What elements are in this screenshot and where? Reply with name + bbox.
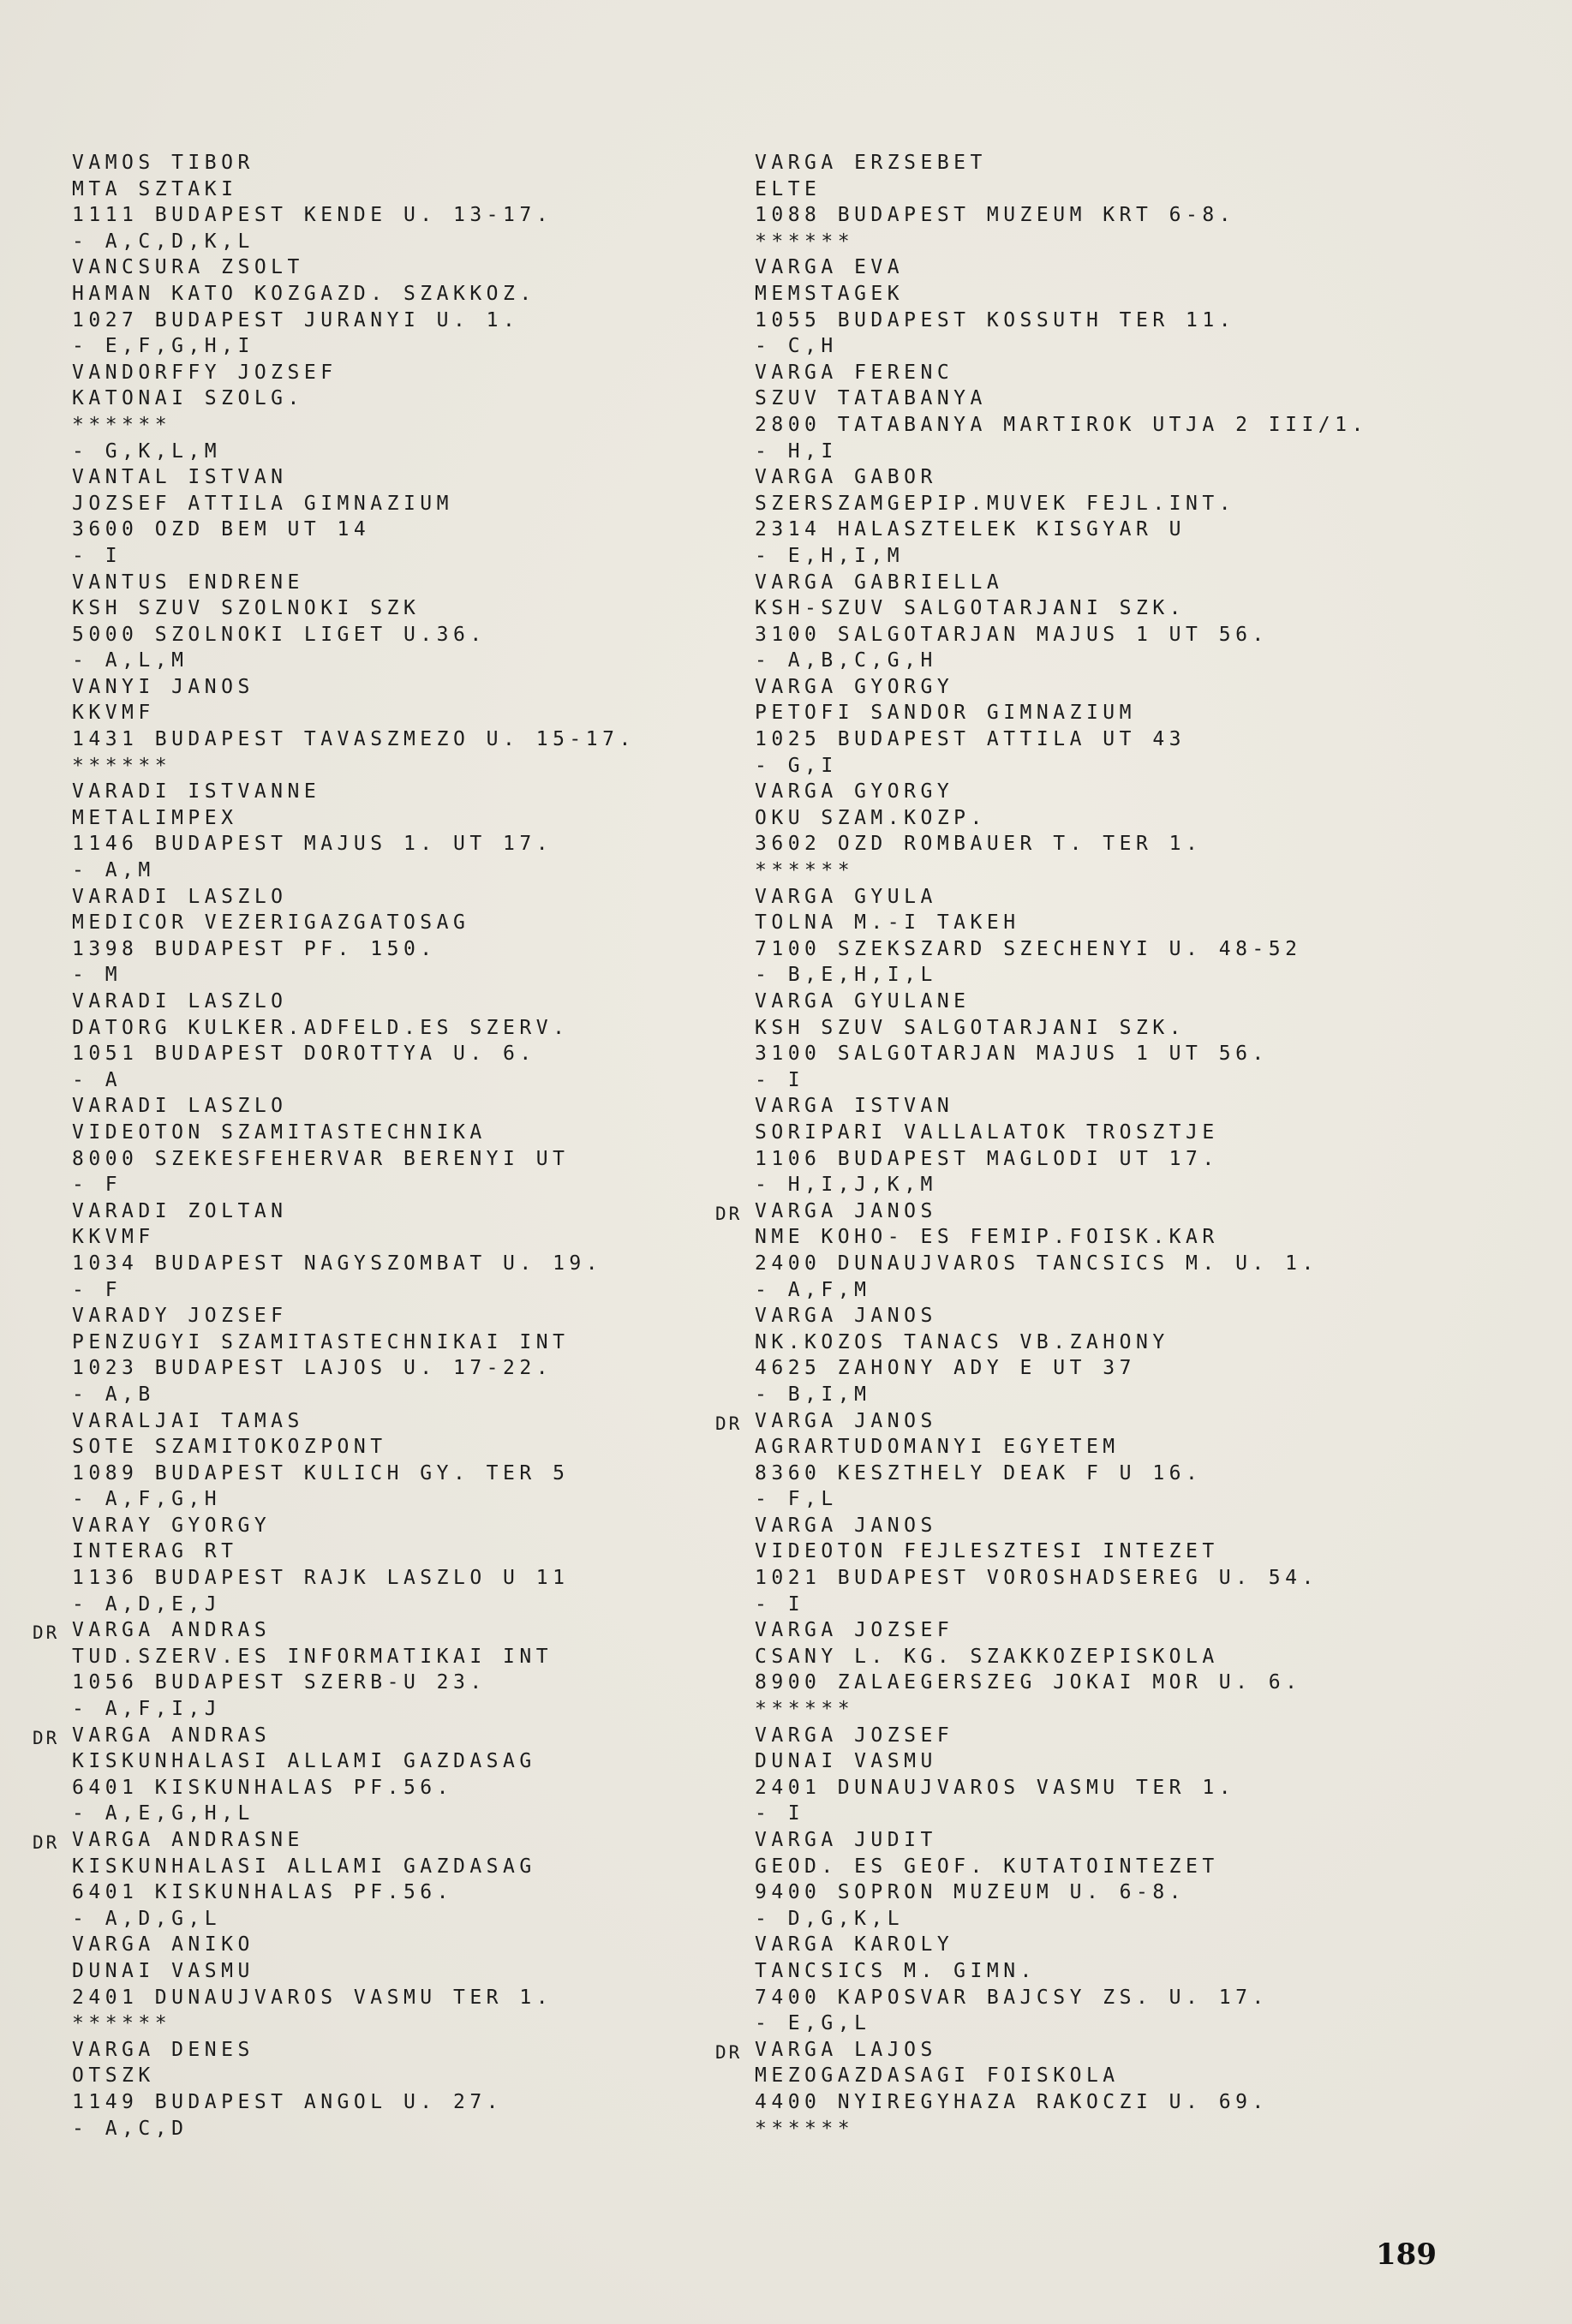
entry-codes: - A,L,M <box>72 649 188 672</box>
directory-entry <box>33 360 735 464</box>
entry-name: VARGA LAJOS <box>755 2038 937 2061</box>
entry-address: 8000 SZEKESFEHERVAR BERENYI UT <box>72 1147 570 1170</box>
entry-organization: KSH SZUV SZOLNOKI SZK <box>72 597 421 620</box>
directory-entry <box>715 254 1435 359</box>
directory-entry <box>33 1093 735 1198</box>
entry-address: 1089 BUDAPEST KULICH GY. TER 5 <box>72 1461 570 1485</box>
entry-organization: MEMSTAGEK <box>755 282 905 305</box>
entry-name: VANYI JANOS <box>72 675 254 698</box>
directory-entry <box>715 464 1435 569</box>
directory-entry <box>33 570 735 674</box>
entry-codes: - A,F,G,H <box>72 1488 222 1511</box>
title-prefix: DR <box>715 1413 743 1434</box>
entry-name: VARGA GYORGY <box>755 780 954 804</box>
entry-name: VARGA ISTVAN <box>755 1095 954 1118</box>
entry-codes: - A,C,D <box>72 2117 188 2140</box>
entry-codes: - A,F,M <box>755 1278 871 1301</box>
entry-address: 9400 SOPRON MUZEUM U. 6-8. <box>755 1881 1186 1904</box>
entry-address: 1025 BUDAPEST ATTILA UT 43 <box>755 728 1186 751</box>
entry-name: VARGA JANOS <box>755 1199 937 1222</box>
entry-organization: SOTE SZAMITOKOZPONT <box>72 1436 387 1459</box>
entry-name: VARALJAI TAMAS <box>72 1409 304 1432</box>
entry-organization: SZERSZAMGEPIP.MUVEK FEJL.INT. <box>755 492 1236 515</box>
entry-name: VARGA GYULANE <box>755 990 971 1013</box>
entry-organization: CSANY L. KG. SZAKKOZEPISKOLA <box>755 1645 1219 1668</box>
entry-codes: - A,E,G,H,L <box>72 1802 254 1825</box>
entry-name: VAMOS TIBOR <box>72 152 254 174</box>
entry-name: VARAY GYORGY <box>72 1514 272 1537</box>
entry-address: 7100 SZEKSZARD SZECHENYI U. 48-52 <box>755 937 1302 960</box>
entry-codes: ****** <box>72 754 172 777</box>
entry-address: 1023 BUDAPEST LAJOS U. 17-22. <box>72 1357 553 1380</box>
directory-entry <box>715 150 1435 254</box>
directory-entry <box>715 2037 1435 2142</box>
entry-name: VARGA EVA <box>755 256 905 279</box>
entry-organization: NME KOHO- ES FEMIP.FOISK.KAR <box>755 1226 1219 1249</box>
entry-address: 1398 BUDAPEST PF. 150. <box>72 937 437 960</box>
entry-name: VARADI LASZLO <box>72 885 288 908</box>
entry-address: 1106 BUDAPEST MAGLODI UT 17. <box>755 1147 1219 1170</box>
title-prefix: DR <box>33 1622 60 1644</box>
entry-name: VARGA GABRIELLA <box>755 571 1004 594</box>
entry-organization: MEDICOR VEZERIGAZGATOSAG <box>72 911 470 935</box>
entry-name: VARGA GYULA <box>755 885 937 908</box>
directory-entry <box>33 2037 735 2142</box>
directory-entry <box>33 779 735 883</box>
entry-organization: DUNAI VASMU <box>755 1750 937 1773</box>
directory-entry <box>33 1827 735 1932</box>
entry-address: 1136 BUDAPEST RAJK LASZLO U 11 <box>72 1567 570 1590</box>
directory-entry <box>715 1408 1435 1513</box>
entry-name: VARADI LASZLO <box>72 990 288 1013</box>
directory-entry <box>715 1198 1435 1303</box>
directory-entry <box>715 360 1435 464</box>
entry-codes: - I <box>72 544 123 567</box>
entry-codes: ****** <box>755 1698 855 1721</box>
entry-codes: - I <box>755 1068 805 1091</box>
entry-address: 4625 ZAHONY ADY E UT 37 <box>755 1357 1136 1380</box>
directory-entry <box>715 1932 1435 2036</box>
entry-name: VARGA ANDRAS <box>72 1619 272 1642</box>
entry-address: 1149 BUDAPEST ANGOL U. 27. <box>72 2090 504 2113</box>
entry-name: VARGA ANIKO <box>72 1933 254 1957</box>
directory-entry <box>715 989 1435 1093</box>
entry-codes: ****** <box>755 230 855 253</box>
entry-codes: - A,M <box>72 859 155 882</box>
entry-codes: - A,D,G,L <box>72 1907 222 1930</box>
directory-entry <box>33 1723 735 1827</box>
title-prefix: DR <box>33 1727 60 1748</box>
entry-organization: SZUV TATABANYA <box>755 387 987 410</box>
entry-address: 2400 DUNAUJVAROS TANCSICS M. U. 1. <box>755 1252 1318 1275</box>
entry-address: 1055 BUDAPEST KOSSUTH TER 11. <box>755 308 1236 332</box>
directory-entry <box>33 1932 735 2036</box>
entry-address: 6401 KISKUNHALAS PF.56. <box>72 1881 453 1904</box>
entry-codes: - B,E,H,I,L <box>755 964 937 987</box>
entry-codes: - I <box>755 1802 805 1825</box>
entry-codes: - H,I <box>755 439 838 463</box>
entry-organization: DATORG KULKER.ADFELD.ES SZERV. <box>72 1016 570 1039</box>
entry-organization: GEOD. ES GEOF. KUTATOINTEZET <box>755 1855 1219 1878</box>
entry-codes: - B,I,M <box>755 1383 871 1406</box>
entry-address: 1051 BUDAPEST DOROTTYA U. 6. <box>72 1043 536 1066</box>
entry-codes: - A,B <box>72 1383 155 1406</box>
page-number: 189 <box>1376 2237 1437 2272</box>
entry-codes: - E,G,L <box>755 2012 871 2035</box>
entry-address: 1431 BUDAPEST TAVASZMEZO U. 15-17. <box>72 728 636 751</box>
entry-organization: OTSZK <box>72 2064 155 2088</box>
entry-codes: - A,C,D,K,L <box>72 230 254 253</box>
entry-codes: - F,L <box>755 1488 838 1511</box>
entry-name: VARGA JANOS <box>755 1409 937 1432</box>
entry-address: 1088 BUDAPEST MUZEUM KRT 6-8. <box>755 204 1236 227</box>
directory-entry <box>715 779 1435 883</box>
entry-codes: - C,H <box>755 335 838 358</box>
entry-codes: ****** <box>755 2117 855 2140</box>
entry-address: 8360 KESZTHELY DEAK F U 16. <box>755 1461 1203 1485</box>
entry-name: VARGA ANDRAS <box>72 1724 272 1747</box>
entry-codes: - D,G,K,L <box>755 1907 905 1930</box>
entry-organization: PETOFI SANDOR GIMNAZIUM <box>755 702 1136 725</box>
entry-codes: ****** <box>72 2012 172 2035</box>
directory-entry <box>33 989 735 1093</box>
title-prefix: DR <box>715 2041 743 2063</box>
directory-entry <box>33 884 735 989</box>
directory-entry <box>715 1617 1435 1722</box>
entry-organization: KISKUNHALASI ALLAMI GAZDASAG <box>72 1855 536 1878</box>
entry-name: VARADY JOZSEF <box>72 1305 288 1328</box>
entry-address: 2401 DUNAUJVAROS VASMU TER 1. <box>755 1776 1236 1799</box>
entry-name: VARADI ISTVANNE <box>72 780 321 804</box>
entry-organization: KSH SZUV SALGOTARJANI SZK. <box>755 1016 1186 1039</box>
entry-address: 2401 DUNAUJVAROS VASMU TER 1. <box>72 1986 553 2009</box>
entry-organization: OKU SZAM.KOZP. <box>755 806 987 829</box>
entry-name: VARGA FERENC <box>755 361 954 384</box>
entry-codes: - H,I,J,K,M <box>755 1174 937 1197</box>
entry-address: 3600 OZD BEM UT 14 <box>72 518 371 541</box>
directory-entry <box>33 254 735 359</box>
entry-organization: TOLNA M.-I TAKEH <box>755 911 1020 935</box>
entry-codes: - A,B,C,G,H <box>755 649 937 672</box>
entry-name: VARGA JANOS <box>755 1305 937 1328</box>
entry-name: VANDORFFY JOZSEF <box>72 361 338 384</box>
entry-name: VARADI LASZLO <box>72 1095 288 1118</box>
entry-organization: VIDEOTON FEJLESZTESI INTEZET <box>755 1540 1219 1563</box>
entry-organization: SORIPARI VALLALATOK TROSZTJE <box>755 1120 1219 1144</box>
entry-name: VARGA DENES <box>72 2038 254 2061</box>
entry-codes: - M <box>72 964 123 987</box>
entry-address: 1027 BUDAPEST JURANYI U. 1. <box>72 308 520 332</box>
entry-organization: TUD.SZERV.ES INFORMATIKAI INT <box>72 1645 553 1668</box>
directory-entry <box>33 1513 735 1617</box>
directory-entry <box>33 1617 735 1722</box>
entry-organization: KKVMF <box>72 702 155 725</box>
right-column <box>715 150 1435 2142</box>
entry-address: 1021 BUDAPEST VOROSHADSEREG U. 54. <box>755 1567 1318 1590</box>
entry-codes: - F <box>72 1278 123 1301</box>
directory-entry <box>33 1303 735 1407</box>
entry-organization: AGRARTUDOMANYI EGYETEM <box>755 1436 1120 1459</box>
directory-entry <box>715 1093 1435 1198</box>
entry-address: 1056 BUDAPEST SZERB-U 23. <box>72 1671 487 1694</box>
entry-codes: - I <box>755 1592 805 1616</box>
entry-organization: INTERAG RT <box>72 1540 238 1563</box>
entry-organization: KATONAI SZOLG. <box>72 387 304 410</box>
entry-organization: DUNAI VASMU <box>72 1959 254 1982</box>
directory-entry <box>33 1198 735 1303</box>
entry-name: VARADI ZOLTAN <box>72 1199 288 1222</box>
entry-address: 3602 OZD ROMBAUER T. TER 1. <box>755 833 1203 856</box>
entry-organization: VIDEOTON SZAMITASTECHNIKA <box>72 1120 487 1144</box>
directory-entry <box>33 150 735 254</box>
entry-address: 6401 KISKUNHALAS PF.56. <box>72 1776 453 1799</box>
entry-organization: TANCSICS M. GIMN. <box>755 1959 1037 1982</box>
left-column <box>33 150 735 2142</box>
entry-codes: - E,H,I,M <box>755 544 905 567</box>
entry-address: 1111 BUDAPEST KENDE U. 13-17. <box>72 204 553 227</box>
entry-name: VARGA GABOR <box>755 466 937 489</box>
entry-name: VARGA ANDRASNE <box>72 1829 304 1851</box>
entry-organization: MEZOGAZDASAGI FOISKOLA <box>755 2064 1120 2088</box>
directory-entry <box>715 1827 1435 1932</box>
entry-name: VARGA ERZSEBET <box>755 152 987 174</box>
entry-name: VARGA JOZSEF <box>755 1619 954 1642</box>
title-prefix: DR <box>33 1832 60 1853</box>
entry-name: VANTUS ENDRENE <box>72 571 304 594</box>
entry-name: VANCSURA ZSOLT <box>72 256 304 279</box>
entry-codes: - G,I <box>755 754 838 777</box>
entry-organization: JOZSEF ATTILA GIMNAZIUM <box>72 492 453 515</box>
entry-organization: PENZUGYI SZAMITASTECHNIKAI INT <box>72 1330 570 1353</box>
entry-address: 3100 SALGOTARJAN MAJUS 1 UT 56. <box>755 1043 1269 1066</box>
entry-name: VANTAL ISTVAN <box>72 466 288 489</box>
entry-organization: METALIMPEX <box>72 806 238 829</box>
directory-entry <box>715 1513 1435 1617</box>
entry-organization: KSH-SZUV SALGOTARJANI SZK. <box>755 597 1186 620</box>
entry-organization: KKVMF <box>72 1226 155 1249</box>
entry-name: VARGA JOZSEF <box>755 1724 954 1747</box>
entry-organization: ELTE <box>755 177 822 200</box>
entry-organization: HAMAN KATO KOZGAZD. SZAKKOZ. <box>72 282 536 305</box>
directory-entry <box>33 674 735 779</box>
directory-entry <box>33 464 735 569</box>
entry-codes: - A,D,E,J <box>72 1592 222 1616</box>
entry-codes: - A <box>72 1068 123 1091</box>
entry-address: ****** <box>72 413 172 436</box>
entry-name: VARGA KAROLY <box>755 1933 954 1957</box>
entry-address: 8900 ZALAEGERSZEG JOKAI MOR U. 6. <box>755 1671 1302 1694</box>
directory-entry <box>715 884 1435 989</box>
entry-address: 1146 BUDAPEST MAJUS 1. UT 17. <box>72 833 553 856</box>
directory-entry <box>33 1408 735 1513</box>
directory-entry <box>715 674 1435 779</box>
entry-name: VARGA GYORGY <box>755 675 954 698</box>
entry-name: VARGA JUDIT <box>755 1829 937 1851</box>
entry-codes: ****** <box>755 859 855 882</box>
directory-entry <box>715 570 1435 674</box>
entry-address: 3100 SALGOTARJAN MAJUS 1 UT 56. <box>755 623 1269 646</box>
entry-address: 7400 KAPOSVAR BAJCSY ZS. U. 17. <box>755 1986 1269 2009</box>
entry-organization: MTA SZTAKI <box>72 177 238 200</box>
entry-name: VARGA JANOS <box>755 1514 937 1537</box>
entry-codes: - G,K,L,M <box>72 439 222 463</box>
entry-organization: NK.KOZOS TANACS VB.ZAHONY <box>755 1330 1169 1353</box>
entry-codes: - F <box>72 1174 123 1197</box>
entry-address: 4400 NYIREGYHAZA RAKOCZI U. 69. <box>755 2090 1269 2113</box>
entry-codes: - A,F,I,J <box>72 1698 222 1721</box>
title-prefix: DR <box>715 1203 743 1224</box>
entry-address: 1034 BUDAPEST NAGYSZOMBAT U. 19. <box>72 1252 603 1275</box>
directory-entry <box>715 1723 1435 1827</box>
entry-address: 5000 SZOLNOKI LIGET U.36. <box>72 623 487 646</box>
entry-organization: KISKUNHALASI ALLAMI GAZDASAG <box>72 1750 536 1773</box>
entry-address: 2314 HALASZTELEK KISGYAR U <box>755 518 1186 541</box>
directory-entry <box>715 1303 1435 1407</box>
entry-address: 2800 TATABANYA MARTIROK UTJA 2 III/1. <box>755 413 1368 436</box>
entry-codes: - E,F,G,H,I <box>72 335 254 358</box>
